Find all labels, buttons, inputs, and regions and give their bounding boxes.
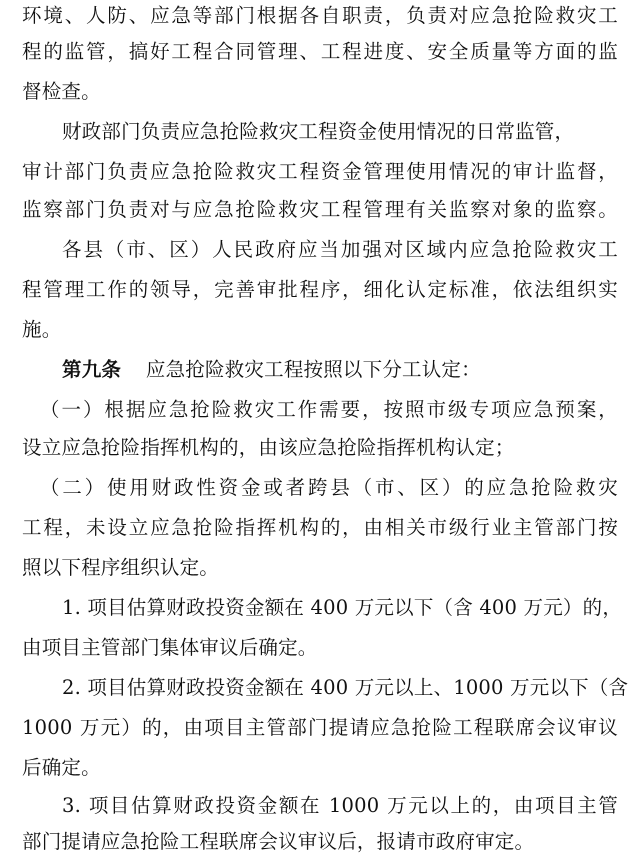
paragraph-line: 照以下程序组织认定。 (22, 556, 220, 579)
paragraph-line: 审计部门负责应急抢险救灾工程资金管理使用情况的审计监督， (22, 160, 618, 183)
paragraph-line: 施。 (22, 318, 62, 341)
paragraph-line: 环境、人防、应急等部门根据各自职责，负责对应急抢险救灾工 (22, 4, 618, 27)
paragraph-line: 1. 项目估算财政投资金额在 400 万元以下（含 400 万元）的， (62, 596, 623, 619)
paragraph-line: 部门提请应急抢险工程联席会议审议后，报请市政府审定。 (22, 830, 535, 853)
article-text: 应急抢险救灾工程按照以下分工认定： (145, 358, 481, 381)
paragraph-line: 设立应急抢险指挥机构的，由该应急抢险指挥机构认定； (22, 436, 515, 459)
paragraph-line: 后确定。 (22, 756, 101, 779)
paragraph-line: （一）根据应急抢险救灾工作需要，按照市级专项应急预案， (40, 398, 618, 421)
paragraph-line: 由项目主管部门集体审议后确定。 (22, 636, 318, 659)
paragraph-line: 1000 万元）的，由项目主管部门提请应急抢险工程联席会议审议 (22, 716, 618, 739)
paragraph-line: 工程，未设立应急抢险指挥机构的，由相关市级行业主管部门按 (22, 516, 618, 539)
paragraph-line: 程的监管，搞好工程合同管理、工程进度、安全质量等方面的监 (22, 40, 618, 63)
paragraph-line: 财政部门负责应急抢险救灾工程资金使用情况的日常监管， (62, 120, 575, 143)
paragraph-line: 3. 项目估算财政投资金额在 1000 万元以上的，由项目主管 (62, 794, 618, 817)
paragraph-line: （二）使用财政性资金或者跨县（市、区）的应急抢险救灾 (40, 476, 618, 499)
paragraph-line: 程管理工作的领导，完善审批程序，细化认定标准，依法组织实 (22, 278, 618, 301)
article-heading (62, 356, 481, 384)
paragraph-line: 各县（市、区）人民政府应当加强对区域内应急抢险救灾工 (62, 238, 618, 261)
paragraph-line: 督检查。 (22, 80, 101, 103)
article-label: 第九条 (62, 358, 122, 381)
paragraph-line: 2. 项目估算财政投资金额在 400 万元以上、1000 万元以下（含 (62, 676, 629, 699)
paragraph-line: 监察部门负责对与应急抢险救灾工程管理有关监察对象的监察。 (22, 198, 618, 221)
